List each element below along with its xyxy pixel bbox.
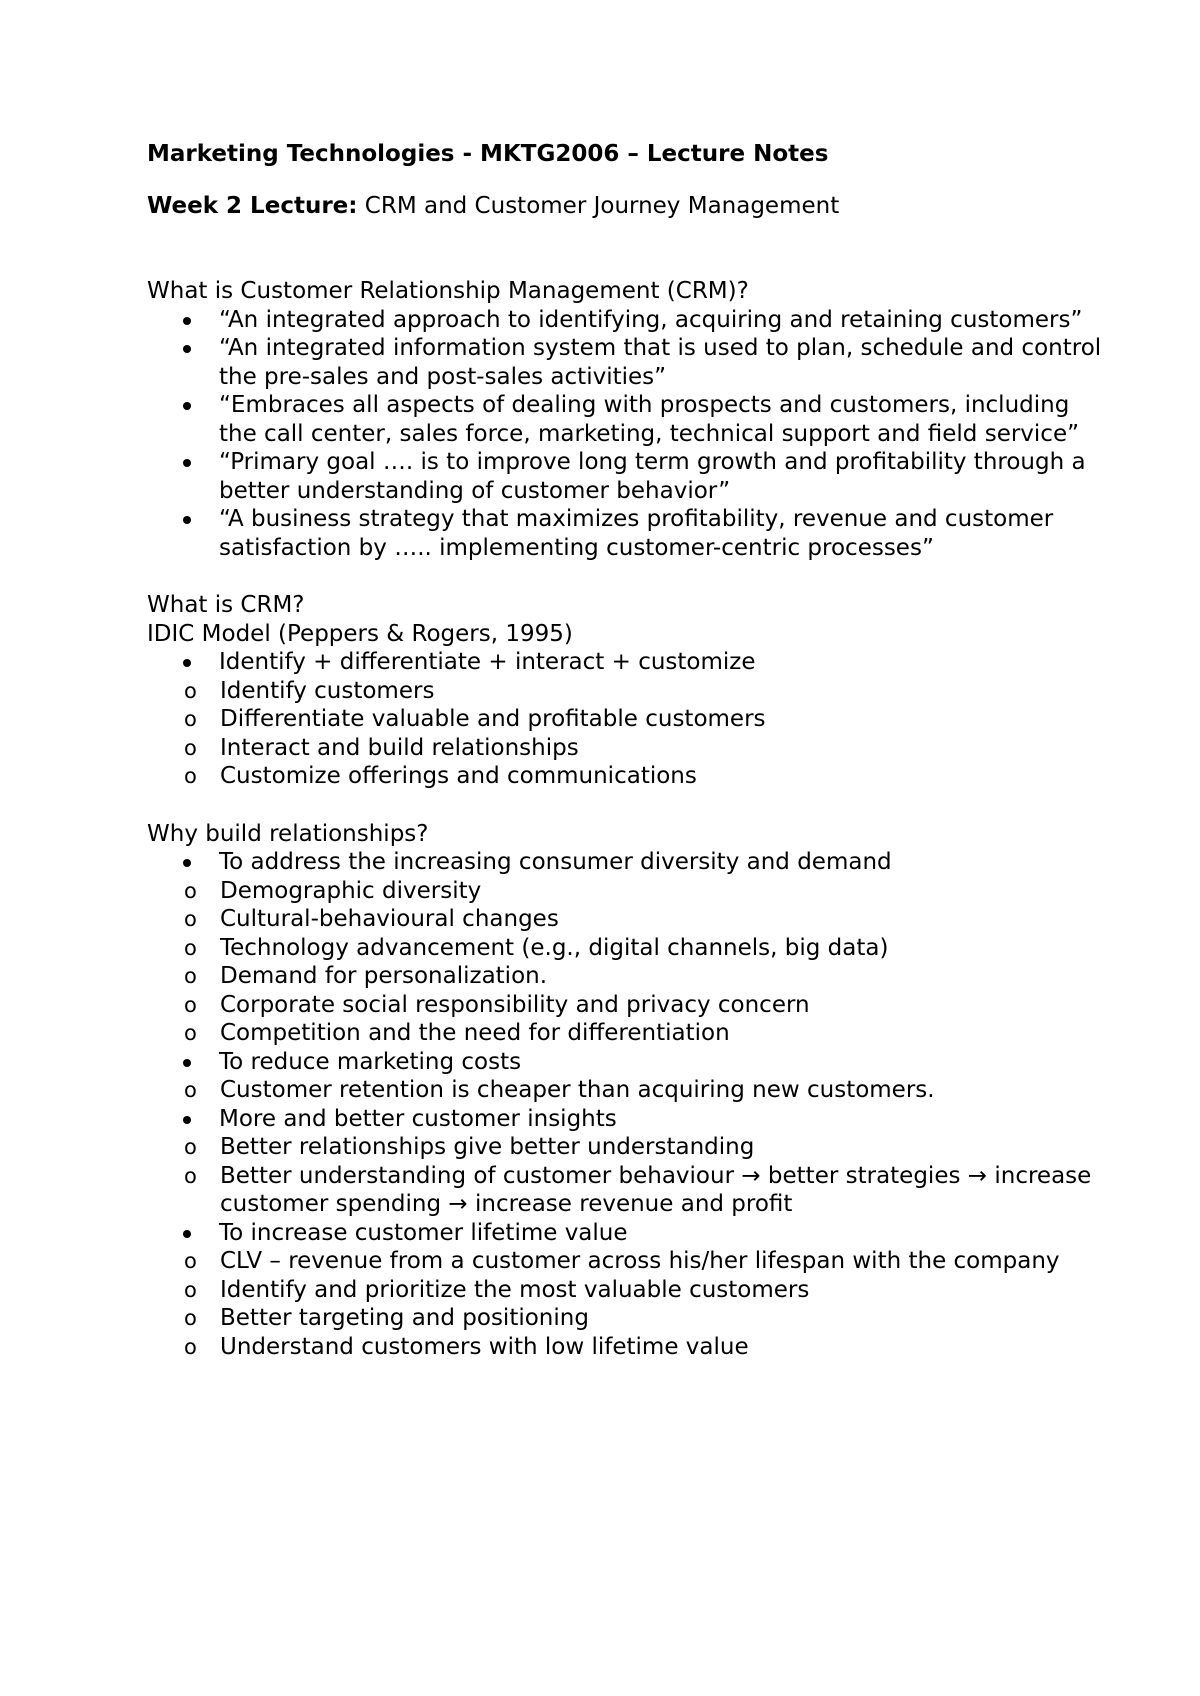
sub-list-item (147, 991, 1107, 1020)
list-item-text: To increase customer lifetime value (219, 1219, 628, 1246)
section-heading: Why build relationships? (147, 820, 429, 847)
sub-list-item (147, 734, 1107, 763)
bullet-list (147, 1105, 1107, 1134)
circle-bullet-icon: o (184, 707, 197, 731)
list-item (147, 306, 1107, 335)
sub-list-item-text: Corporate social responsibility and privacy concern (220, 991, 810, 1018)
list-item (147, 848, 1107, 877)
bullet-list (147, 306, 1107, 563)
sub-list-item-text: Identify customers (220, 677, 435, 704)
section-idic (147, 591, 1107, 791)
list-item (147, 1105, 1107, 1134)
section-why-relationships (147, 820, 1107, 1362)
list-item (147, 334, 1107, 391)
document-title: Marketing Technologies - MKTG2006 – Lecture Notes (147, 141, 829, 167)
circle-bullet-icon: o (184, 992, 197, 1017)
circle-bullet-icon: o (184, 964, 197, 988)
sub-list (147, 877, 1107, 1048)
sub-list-item-text: Better targeting and positioning (220, 1305, 589, 1331)
list-item-text: “An integrated information system that is used to plan, schedule and control the pre-sales and post-sales activities” (219, 335, 1102, 390)
bullet-list (147, 1219, 1107, 1248)
list-item-text: “An integrated approach to identifying, acquiring and retaining customers” (219, 306, 1083, 333)
bullet-list (147, 848, 1107, 877)
list-item-text: “A business strategy that maximizes profitability, revenue and customer satisfaction by ….. implementing customer-centric processes” (219, 506, 1054, 561)
sub-list-item-text: Interact and build relationships (220, 734, 579, 761)
sub-list (147, 1247, 1107, 1361)
sub-list-item (147, 934, 1107, 963)
sub-list-item (147, 762, 1107, 791)
sub-list-item (147, 905, 1107, 934)
sub-list-item-text: Competition and the need for differentiation (220, 1020, 730, 1046)
sub-list-item (147, 962, 1107, 991)
sub-list-item-text: Understand customers with low lifetime value (220, 1333, 749, 1360)
sub-list-item-text: Customer retention is cheaper than acquiring new customers. (220, 1077, 935, 1103)
sub-list-item (147, 677, 1107, 706)
circle-bullet-icon: o (184, 1163, 197, 1188)
sub-list-item-text: Cultural-behavioural changes (220, 906, 559, 932)
section-subheading: IDIC Model (Peppers & Rogers, 1995) (147, 620, 573, 647)
circle-bullet-icon: o (184, 935, 197, 960)
circle-bullet-icon: o (184, 878, 197, 903)
week-heading (147, 192, 1107, 220)
list-item-text: “Embraces all aspects of dealing with prospects and customers, including the call center, sales force, marketing, technical support and field service” (219, 392, 1080, 447)
section-heading: What is Customer Relationship Management (CRM)? (147, 278, 749, 304)
sub-list (147, 677, 1107, 791)
sub-list-item (147, 1247, 1107, 1276)
circle-bullet-icon: o (184, 1334, 197, 1359)
sub-list-item (147, 1076, 1107, 1105)
circle-bullet-icon: o (184, 1306, 197, 1330)
list-item (147, 648, 1107, 677)
sub-list-item (147, 1133, 1107, 1162)
sub-list (147, 1076, 1107, 1105)
sub-list (147, 1133, 1107, 1219)
list-item-text: To address the increasing consumer diversity and demand (219, 849, 892, 875)
list-item (147, 505, 1107, 562)
section-crm-definition (147, 277, 1107, 562)
sub-list-item (147, 1304, 1107, 1333)
circle-bullet-icon: o (184, 678, 197, 703)
sub-list-item-text: CLV – revenue from a customer across his/her lifespan with the company (220, 1248, 1060, 1274)
list-item (147, 391, 1107, 448)
circle-bullet-icon: o (184, 1277, 197, 1302)
circle-bullet-icon: o (184, 1249, 197, 1273)
sub-list-item-text: Better understanding of customer behaviour → better strategies → increase customer spending → increase revenue and profit (220, 1162, 1092, 1217)
list-item-text: Identify + differentiate + interact + customize (219, 649, 756, 675)
sub-list-item (147, 1333, 1107, 1362)
sub-list-item (147, 1019, 1107, 1048)
bullet-list (147, 648, 1107, 677)
list-item (147, 1219, 1107, 1248)
sub-list-item (147, 705, 1107, 734)
list-item-text: To reduce marketing costs (219, 1048, 522, 1075)
circle-bullet-icon: o (184, 1135, 197, 1159)
sub-list-item-text: Demographic diversity (220, 877, 482, 904)
circle-bullet-icon: o (184, 1021, 197, 1045)
week-topic: CRM and Customer Journey Management (357, 193, 840, 219)
sub-list-item-text: Better relationships give better understanding (220, 1134, 755, 1160)
sub-list-item-text: Customize offerings and communications (220, 763, 697, 789)
sub-list-item (147, 1276, 1107, 1305)
sub-list-item (147, 1162, 1107, 1219)
sub-list-item-text: Differentiate valuable and profitable customers (220, 706, 766, 732)
bullet-list (147, 1048, 1107, 1077)
circle-bullet-icon: o (184, 1078, 197, 1102)
list-item (147, 448, 1107, 505)
circle-bullet-icon: o (184, 735, 197, 760)
sub-list-item-text: Demand for personalization. (220, 963, 548, 989)
circle-bullet-icon: o (184, 907, 197, 931)
week-label: Week 2 Lecture: (147, 193, 358, 219)
sub-list-item-text: Identify and prioritize the most valuable customers (220, 1276, 810, 1303)
section-heading: What is CRM? (147, 592, 305, 618)
circle-bullet-icon: o (184, 764, 197, 788)
sub-list-item (147, 877, 1107, 906)
list-item-text: More and better customer insights (219, 1105, 617, 1132)
list-item-text: “Primary goal …. is to improve long term growth and profitability through a better understanding of customer behavior” (219, 449, 1086, 504)
sub-list-item-text: Technology advancement (e.g., digital channels, big data) (220, 934, 889, 961)
document-page (147, 140, 1107, 1390)
list-item (147, 1048, 1107, 1077)
